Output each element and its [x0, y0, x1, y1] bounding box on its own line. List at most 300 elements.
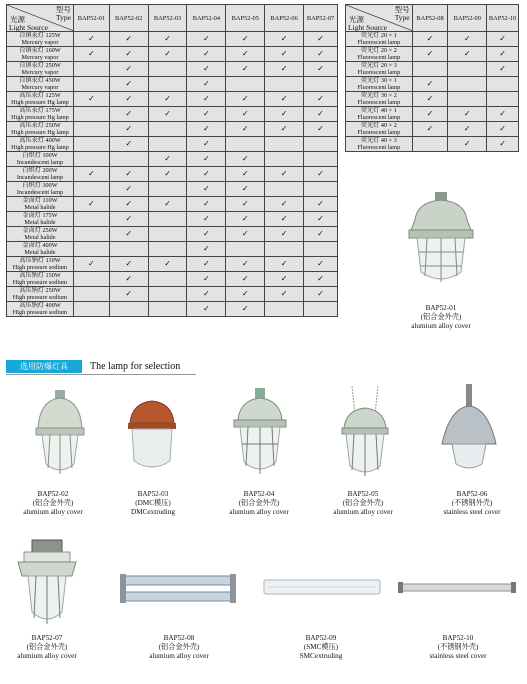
light-source-en: High pressure sodium — [12, 264, 68, 271]
compatibility-cell — [487, 77, 519, 92]
compatibility-cell — [304, 152, 338, 167]
compatibility-cell — [226, 32, 265, 47]
check-mark-icon: ✓ — [241, 274, 249, 283]
compatibility-cell — [304, 212, 338, 227]
check-mark-icon: ✓ — [463, 139, 471, 148]
light-source-cell — [7, 212, 74, 227]
check-mark-icon: ✓ — [88, 49, 95, 58]
compatibility-cell — [109, 107, 148, 122]
compatibility-cell — [304, 62, 338, 77]
table-row — [7, 92, 338, 107]
compatibility-cell — [304, 107, 338, 122]
product-material-cn: (铝合金外壳) — [26, 643, 68, 651]
header-type-en: Type — [394, 13, 410, 22]
light-source-cell — [7, 122, 74, 137]
compatibility-cell — [265, 77, 304, 92]
check-mark-icon: ✓ — [203, 214, 210, 223]
check-mark-icon: ✓ — [463, 34, 471, 43]
check-mark-icon: ✓ — [241, 94, 249, 103]
light-source-cell — [346, 47, 413, 62]
check-mark-icon: ✓ — [164, 154, 171, 163]
compatibility-cell — [304, 287, 338, 302]
check-mark-icon: ✓ — [203, 184, 210, 193]
check-mark-icon: ✓ — [88, 259, 95, 268]
product-caption — [424, 490, 520, 517]
header-corner-cell — [7, 5, 74, 32]
check-mark-icon: ✓ — [203, 289, 210, 298]
header-source-en: Light Source — [9, 23, 48, 32]
check-mark-icon: ✓ — [203, 169, 210, 178]
light-source-cell — [346, 32, 413, 47]
product-model: BAP52-01 — [425, 304, 457, 312]
compatibility-cell — [73, 47, 109, 62]
check-mark-icon: ✓ — [280, 289, 288, 298]
compatibility-cell — [265, 92, 304, 107]
light-source-cn: 白炽灯 300W — [22, 182, 58, 189]
check-mark-icon: ✓ — [241, 304, 249, 313]
check-mark-icon: ✓ — [88, 199, 95, 208]
product-material-cn: (铝合金外壳) — [342, 499, 384, 507]
header-corner-cell — [346, 5, 413, 32]
table-header-row — [7, 5, 338, 32]
compatibility-cell — [304, 167, 338, 182]
light-source-cell — [7, 242, 74, 257]
light-source-cell — [7, 182, 74, 197]
compatibility-cell — [412, 107, 448, 122]
product-material-en: DMCextruding — [131, 508, 175, 516]
light-source-en: Fluorescent lamp — [357, 54, 401, 61]
light-source-table-2 — [345, 4, 519, 152]
compatibility-cell — [448, 92, 487, 107]
model-header: BAP52-02 — [109, 5, 148, 32]
table-row — [346, 107, 519, 122]
compatibility-cell — [304, 77, 338, 92]
check-mark-icon: ✓ — [164, 94, 171, 103]
light-source-cn: 荧光灯 20 × 3 — [360, 62, 397, 69]
light-source-cn: 白炽灯 100W — [22, 152, 58, 159]
check-mark-icon: ✓ — [317, 64, 324, 73]
check-mark-icon: ✓ — [125, 289, 133, 298]
product-material-en: alumium alloy cover — [333, 508, 393, 516]
compatibility-cell — [304, 92, 338, 107]
compatibility-cell — [187, 47, 226, 62]
product-caption — [110, 490, 196, 517]
check-mark-icon: ✓ — [125, 79, 133, 88]
compatibility-cell — [148, 212, 187, 227]
compatibility-cell — [187, 77, 226, 92]
model-header: BAP52-10 — [487, 5, 519, 32]
compatibility-cell — [109, 32, 148, 47]
light-source-cn: 高压钠灯 250W — [19, 287, 61, 294]
compatibility-cell — [304, 182, 338, 197]
compatibility-cell — [412, 122, 448, 137]
lamp-bap52-10-image — [398, 580, 516, 596]
light-source-cell — [7, 92, 74, 107]
compatibility-cell — [73, 152, 109, 167]
compatibility-cell — [148, 92, 187, 107]
light-source-en: Fluorescent lamp — [357, 144, 401, 151]
light-source-en: Fluorescent lamp — [357, 39, 401, 46]
light-source-cell — [7, 32, 74, 47]
table-row — [346, 137, 519, 152]
compatibility-cell — [73, 302, 109, 317]
light-source-cell — [7, 47, 74, 62]
compatibility-cell — [109, 182, 148, 197]
compatibility-cell — [148, 137, 187, 152]
compatibility-cell — [109, 137, 148, 152]
light-source-cn: 自镇汞灯 250W — [19, 62, 61, 69]
compatibility-cell — [226, 182, 265, 197]
check-mark-icon: ✓ — [203, 199, 210, 208]
light-source-cn: 高压汞灯 250W — [19, 122, 61, 129]
check-mark-icon: ✓ — [203, 229, 210, 238]
compatibility-cell — [265, 122, 304, 137]
section-title-cn: 选用防爆灯具 — [6, 360, 82, 373]
compatibility-cell — [187, 107, 226, 122]
light-source-cn: 荧光灯 40 × 1 — [360, 107, 397, 114]
check-mark-icon: ✓ — [241, 34, 249, 43]
check-mark-icon: ✓ — [280, 214, 288, 223]
check-mark-icon: ✓ — [280, 34, 288, 43]
compatibility-cell — [109, 272, 148, 287]
light-source-cell — [7, 107, 74, 122]
product-caption — [278, 634, 364, 661]
table-row — [7, 107, 338, 122]
check-mark-icon: ✓ — [164, 169, 171, 178]
compatibility-cell — [109, 167, 148, 182]
compatibility-cell — [187, 32, 226, 47]
compatibility-cell — [73, 107, 109, 122]
table-row — [346, 47, 519, 62]
compatibility-cell — [265, 272, 304, 287]
product-caption — [4, 634, 90, 661]
light-source-en: High pressure Hg lamp — [11, 114, 69, 121]
check-mark-icon: ✓ — [164, 34, 171, 43]
compatibility-cell — [226, 242, 265, 257]
check-mark-icon: ✓ — [203, 259, 210, 268]
table-row — [7, 272, 338, 287]
table-row — [7, 257, 338, 272]
compatibility-cell — [226, 62, 265, 77]
check-mark-icon: ✓ — [203, 79, 210, 88]
compatibility-cell — [73, 272, 109, 287]
compatibility-cell — [412, 137, 448, 152]
product-material-cn: (铝合金外壳) — [238, 499, 280, 507]
compatibility-cell — [265, 137, 304, 152]
check-mark-icon: ✓ — [317, 94, 324, 103]
lamp-bap52-02-image — [30, 388, 90, 478]
table-row — [7, 47, 338, 62]
check-mark-icon: ✓ — [88, 94, 95, 103]
check-mark-icon: ✓ — [317, 49, 324, 58]
check-mark-icon: ✓ — [125, 49, 133, 58]
compatibility-cell — [187, 122, 226, 137]
check-mark-icon: ✓ — [203, 109, 210, 118]
product-caption — [10, 490, 96, 517]
compatibility-cell — [412, 62, 448, 77]
check-mark-icon: ✓ — [125, 259, 133, 268]
light-source-cell — [7, 152, 74, 167]
check-mark-icon: ✓ — [280, 109, 288, 118]
check-mark-icon: ✓ — [241, 229, 249, 238]
light-source-cell — [346, 62, 413, 77]
compatibility-cell — [187, 197, 226, 212]
compatibility-cell — [73, 137, 109, 152]
check-mark-icon: ✓ — [280, 64, 288, 73]
product-model: BAP52-04 — [243, 490, 275, 498]
compatibility-cell — [73, 167, 109, 182]
product-material-en: stainless steel cover — [443, 508, 501, 516]
compatibility-cell — [412, 47, 448, 62]
light-source-cell — [346, 77, 413, 92]
compatibility-cell — [109, 122, 148, 137]
compatibility-cell — [226, 47, 265, 62]
compatibility-cell — [109, 152, 148, 167]
lamp-bap52-03-image — [124, 395, 180, 475]
product-material-en: alumium alloy cover — [17, 652, 77, 660]
product-caption — [320, 490, 406, 517]
product-model: BAP52-06 — [456, 490, 488, 498]
check-mark-icon: ✓ — [125, 124, 133, 133]
light-source-en: High pressure Hg lamp — [11, 129, 69, 136]
compatibility-cell — [187, 152, 226, 167]
check-mark-icon: ✓ — [125, 34, 133, 43]
product-model: BAP52-02 — [37, 490, 69, 498]
compatibility-cell — [226, 272, 265, 287]
check-mark-icon: ✓ — [125, 109, 133, 118]
compatibility-cell — [487, 47, 519, 62]
compatibility-cell — [448, 107, 487, 122]
compatibility-cell — [487, 122, 519, 137]
check-mark-icon: ✓ — [203, 154, 210, 163]
table-row — [7, 302, 338, 317]
check-mark-icon: ✓ — [317, 259, 324, 268]
check-mark-icon: ✓ — [125, 199, 133, 208]
compatibility-cell — [412, 92, 448, 107]
product-material-cn: (不锈钢外壳) — [451, 499, 493, 507]
check-mark-icon: ✓ — [203, 124, 210, 133]
compatibility-cell — [187, 302, 226, 317]
compatibility-cell — [226, 152, 265, 167]
compatibility-cell — [187, 137, 226, 152]
compatibility-cell — [109, 242, 148, 257]
compatibility-cell — [448, 62, 487, 77]
check-mark-icon: ✓ — [426, 94, 434, 103]
model-header: BAP52-03 — [148, 5, 187, 32]
product-material-cn: (铝合金外壳) — [158, 643, 200, 651]
compatibility-cell — [148, 47, 187, 62]
light-source-en: Mercury vapor — [21, 39, 59, 46]
compatibility-cell — [304, 197, 338, 212]
light-source-cn: 高压汞灯 175W — [19, 107, 61, 114]
check-mark-icon: ✓ — [203, 94, 210, 103]
product-model: BAP52-07 — [31, 634, 63, 642]
product-material-en: alumium alloy cover — [411, 322, 471, 330]
compatibility-cell — [73, 257, 109, 272]
check-mark-icon: ✓ — [164, 259, 171, 268]
compatibility-cell — [73, 197, 109, 212]
check-mark-icon: ✓ — [463, 124, 471, 133]
product-model: BAP52-05 — [347, 490, 379, 498]
light-source-cn: 金卤灯 175W — [22, 212, 58, 219]
light-source-cn: 高压钠灯 400W — [19, 302, 61, 309]
check-mark-icon: ✓ — [426, 109, 434, 118]
compatibility-cell — [187, 167, 226, 182]
check-mark-icon: ✓ — [241, 109, 249, 118]
check-mark-icon: ✓ — [426, 79, 434, 88]
compatibility-cell — [187, 227, 226, 242]
compatibility-cell — [187, 257, 226, 272]
check-mark-icon: ✓ — [241, 169, 249, 178]
check-mark-icon: ✓ — [317, 274, 324, 283]
model-header: BAP52-09 — [448, 5, 487, 32]
compatibility-cell — [304, 122, 338, 137]
light-source-cn: 高压钠灯 150W — [19, 272, 61, 279]
check-mark-icon: ✓ — [125, 184, 133, 193]
model-header: BAP52-06 — [265, 5, 304, 32]
compatibility-cell — [226, 257, 265, 272]
compatibility-cell — [265, 257, 304, 272]
check-mark-icon: ✓ — [499, 124, 506, 133]
check-mark-icon: ✓ — [241, 214, 249, 223]
compatibility-cell — [226, 107, 265, 122]
compatibility-cell — [265, 167, 304, 182]
compatibility-cell — [148, 227, 187, 242]
product-model: BAP52-10 — [442, 634, 474, 642]
header-source-en: Light Source — [348, 23, 387, 32]
compatibility-cell — [109, 257, 148, 272]
check-mark-icon: ✓ — [280, 199, 288, 208]
table-row — [7, 122, 338, 137]
compatibility-cell — [187, 182, 226, 197]
check-mark-icon: ✓ — [280, 274, 288, 283]
table-row — [7, 62, 338, 77]
lamp-bap52-04-image — [230, 386, 290, 478]
lamp-bap52-08-image — [120, 572, 236, 608]
check-mark-icon: ✓ — [317, 229, 324, 238]
light-source-cn: 荧光灯 20 × 1 — [360, 32, 397, 39]
light-source-en: Incandescent lamp — [16, 174, 64, 181]
compatibility-cell — [148, 272, 187, 287]
compatibility-cell — [448, 77, 487, 92]
compatibility-cell — [487, 137, 519, 152]
light-source-cn: 金卤灯 250W — [22, 227, 58, 234]
check-mark-icon: ✓ — [426, 34, 434, 43]
check-mark-icon: ✓ — [125, 169, 133, 178]
check-mark-icon: ✓ — [317, 34, 324, 43]
compatibility-cell — [448, 47, 487, 62]
table-row — [7, 182, 338, 197]
compatibility-cell — [148, 62, 187, 77]
product-caption — [136, 634, 222, 661]
table-row — [7, 287, 338, 302]
table-header-row — [346, 5, 519, 32]
check-mark-icon: ✓ — [499, 49, 506, 58]
compatibility-cell — [265, 32, 304, 47]
compatibility-cell — [148, 182, 187, 197]
product-model: BAP52-09 — [305, 634, 337, 642]
check-mark-icon: ✓ — [280, 94, 288, 103]
table-row — [7, 77, 338, 92]
compatibility-cell — [265, 182, 304, 197]
compatibility-cell — [487, 62, 519, 77]
check-mark-icon: ✓ — [88, 34, 95, 43]
check-mark-icon: ✓ — [280, 259, 288, 268]
check-mark-icon: ✓ — [241, 154, 249, 163]
compatibility-cell — [73, 287, 109, 302]
compatibility-cell — [304, 242, 338, 257]
check-mark-icon: ✓ — [125, 214, 133, 223]
light-source-en: Mercury vapor — [21, 54, 59, 61]
compatibility-cell — [304, 32, 338, 47]
light-source-cn: 高压汞灯 400W — [19, 137, 61, 144]
light-source-en: Metal halide — [24, 234, 56, 241]
compatibility-cell — [148, 122, 187, 137]
compatibility-cell — [148, 257, 187, 272]
compatibility-cell — [73, 182, 109, 197]
compatibility-cell — [187, 242, 226, 257]
table-row — [346, 77, 519, 92]
compatibility-cell — [73, 77, 109, 92]
check-mark-icon: ✓ — [241, 259, 249, 268]
compatibility-cell — [148, 242, 187, 257]
light-source-cell — [7, 302, 74, 317]
check-mark-icon: ✓ — [88, 169, 95, 178]
light-source-en: High pressure Hg lamp — [11, 144, 69, 151]
product-model: BAP52-03 — [137, 490, 169, 498]
header-source-cn: 光源 — [349, 15, 364, 24]
lamp-bap52-05-image — [334, 384, 396, 480]
lamp-bap52-07-image — [14, 538, 80, 630]
check-mark-icon: ✓ — [280, 49, 288, 58]
check-mark-icon: ✓ — [499, 109, 506, 118]
product-model: BAP52-08 — [163, 634, 195, 642]
compatibility-cell — [265, 302, 304, 317]
check-mark-icon: ✓ — [426, 49, 434, 58]
light-source-cn: 金卤灯 400W — [22, 242, 58, 249]
compatibility-cell — [73, 212, 109, 227]
compatibility-cell — [304, 47, 338, 62]
table-row — [7, 212, 338, 227]
compatibility-cell — [226, 92, 265, 107]
model-header: BAP52-07 — [304, 5, 338, 32]
light-source-en: High pressure sodium — [12, 294, 68, 301]
compatibility-cell — [265, 287, 304, 302]
lamp-bap52-06-image — [436, 384, 502, 474]
compatibility-cell — [412, 32, 448, 47]
product-material-en: alumium alloy cover — [149, 652, 209, 660]
check-mark-icon: ✓ — [125, 139, 133, 148]
table-row — [346, 62, 519, 77]
light-source-cell — [7, 197, 74, 212]
table-row — [346, 92, 519, 107]
light-source-cn: 高压钠灯 110W — [19, 257, 61, 264]
compatibility-cell — [187, 62, 226, 77]
light-source-cell — [7, 137, 74, 152]
compatibility-cell — [412, 77, 448, 92]
check-mark-icon: ✓ — [164, 199, 171, 208]
compatibility-cell — [265, 197, 304, 212]
light-source-en: High pressure sodium — [12, 279, 68, 286]
compatibility-cell — [109, 47, 148, 62]
compatibility-cell — [226, 122, 265, 137]
compatibility-cell — [265, 107, 304, 122]
compatibility-cell — [73, 242, 109, 257]
compatibility-cell — [304, 302, 338, 317]
product-caption — [410, 634, 506, 661]
check-mark-icon: ✓ — [164, 49, 171, 58]
light-source-cell — [346, 122, 413, 137]
